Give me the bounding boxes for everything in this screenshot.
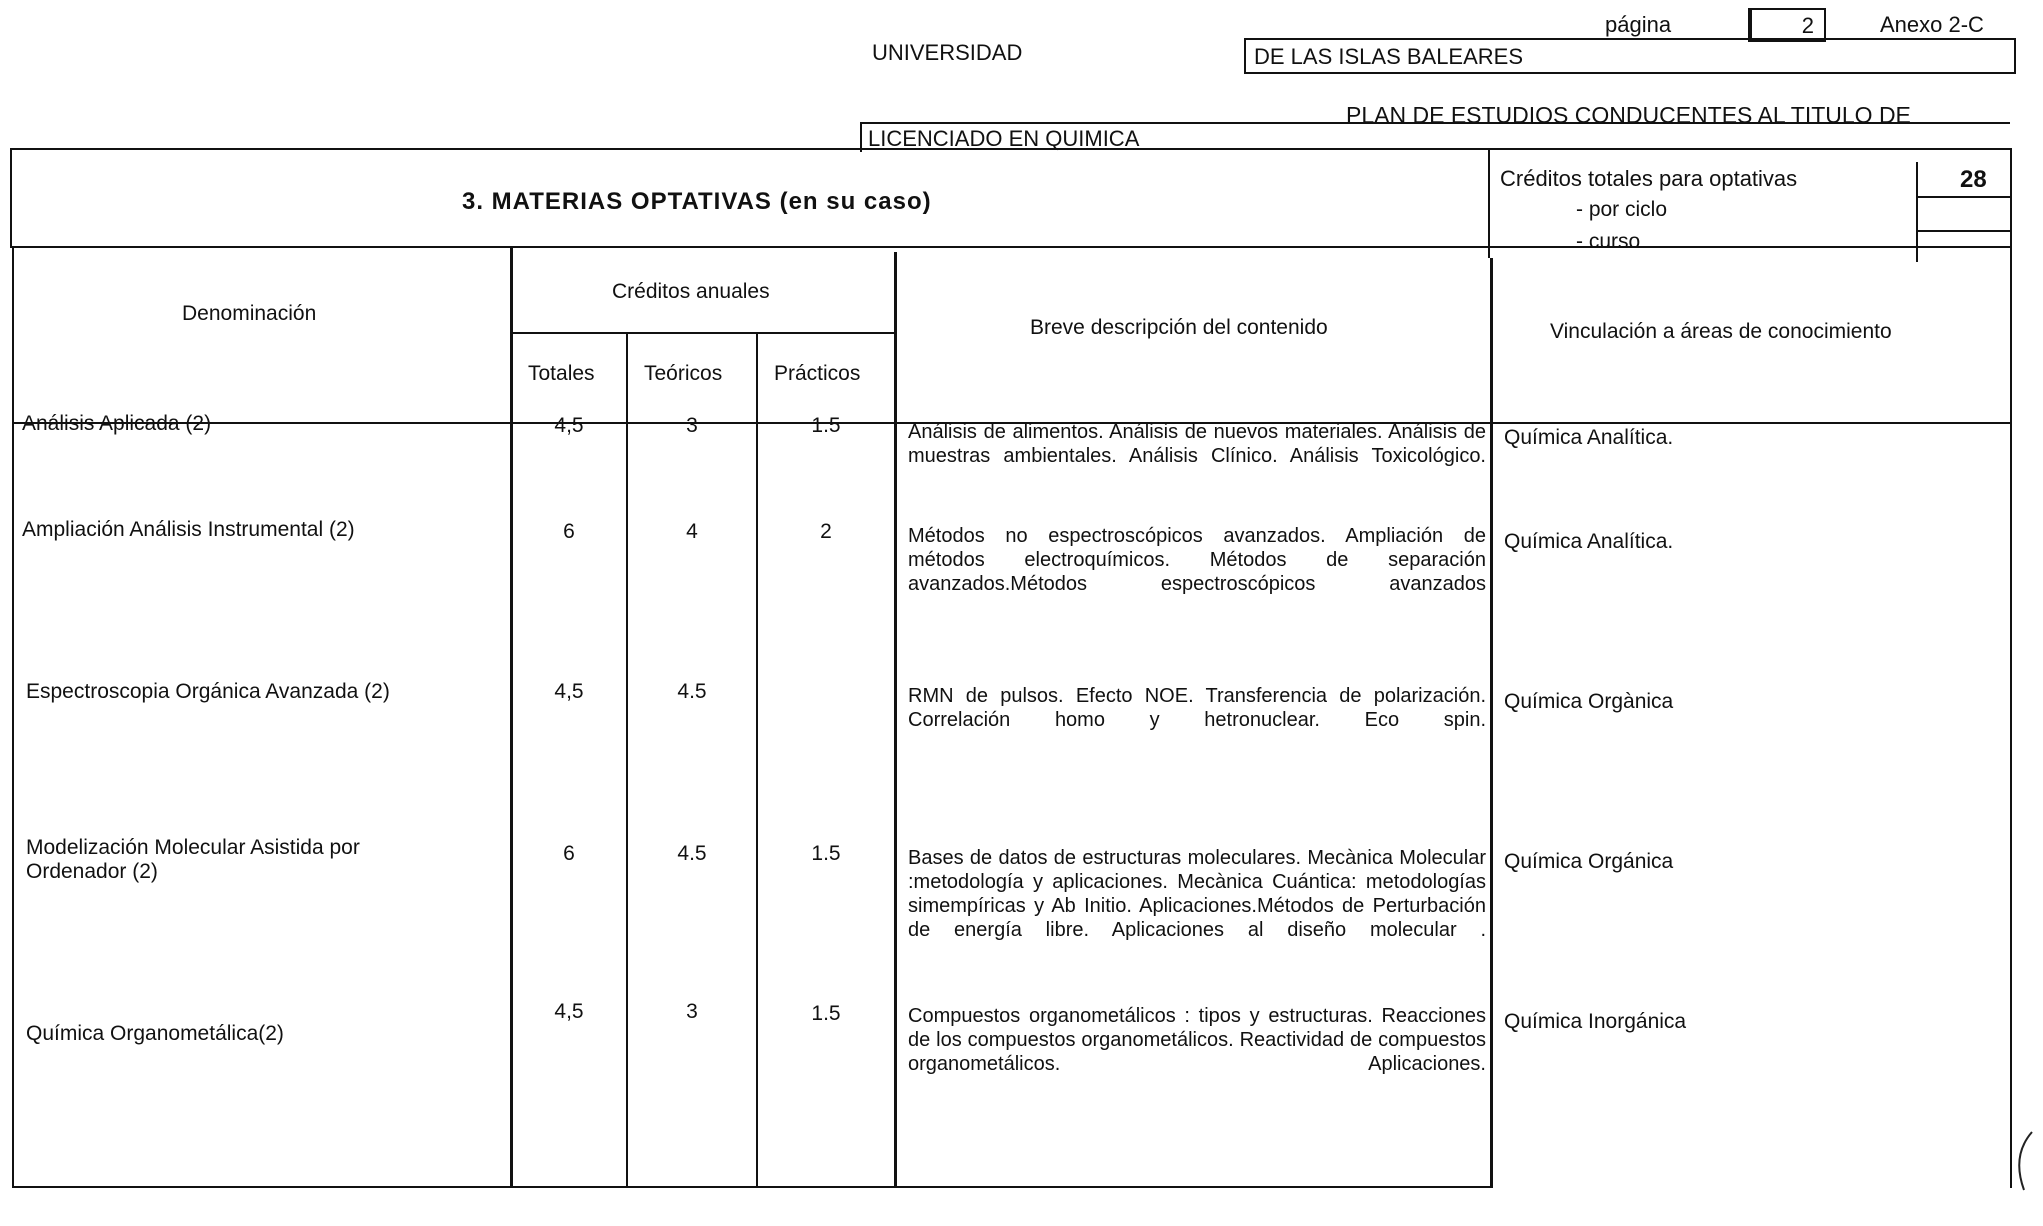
section-title: 3. MATERIAS OPTATIVAS (en su caso) (462, 188, 932, 215)
col-creditos-anuales: Créditos anuales (612, 280, 770, 303)
anexo-label: Anexo 2-C (1880, 12, 1984, 37)
row-3-teoricos: 4.5 (677, 680, 707, 703)
table-bottom-border (12, 1186, 1492, 1188)
col-practicos: Prácticos (774, 362, 861, 385)
row-1-teoricos: 3 (686, 414, 698, 437)
row-4-denominacion: Modelización Molecular Asistida por Ordenador (2) (26, 836, 360, 883)
row-3-descripcion: RMN de pulsos. Efecto NOE. Transferencia de polarización. Correlación homo y hetronuclear. Eco spin. (908, 685, 1486, 731)
curso-label: - curso (1576, 230, 1641, 253)
row-4-practicos: 1.5 (811, 842, 841, 865)
row-2-descripcion: Métodos no espectroscópicos avanzados. Ampliación de métodos electroquímicos. Métodos de separación avanzados.Métodos espectroscópicos avanzados (908, 525, 1486, 595)
section-divider (1488, 148, 1490, 258)
row-2-totales: 6 (563, 520, 575, 543)
col-line-1 (510, 248, 513, 1188)
col-line-2 (626, 334, 628, 1188)
row-4-totales: 6 (563, 842, 575, 865)
row-2-denominacion: Ampliación Análisis Instrumental (2) (22, 518, 355, 541)
plan-label: PLAN DE ESTUDIOS CONDUCENTES AL TITULO DE (1346, 102, 1911, 128)
row-3-totales: 4,5 (554, 680, 584, 703)
por-ciclo-label: - por ciclo (1576, 198, 1668, 221)
universidad-box (1244, 38, 2016, 74)
pagina-label: página (1605, 12, 1672, 37)
plan-value: LICENCIADO EN QUIMICA (868, 126, 1140, 151)
creditos-totales-label: Créditos totales para optativas (1500, 166, 1798, 191)
row-3-denominacion: Espectroscopia Orgánica Avanzada (2) (26, 680, 390, 703)
col-vinculacion: Vinculación a áreas de conocimiento (1550, 320, 1892, 343)
col-descripcion: Breve descripción del contenido (1030, 316, 1328, 339)
row-1-totales: 4,5 (554, 414, 584, 437)
row-1-vinculacion: Química Analítica. (1504, 426, 1674, 449)
row-1-practicos: 1.5 (811, 414, 841, 437)
row-3-vinculacion: Química Orgànica (1504, 690, 1674, 713)
col-totales: Totales (528, 362, 595, 385)
col-line-5 (1490, 258, 1493, 1188)
col-line-4 (894, 252, 897, 1188)
row-5-descripcion: Compuestos organometálicos : tipos y estructuras. Reacciones de los compuestos organometálicos. Reactividad de compuestos organometálicos. Aplicaciones. (908, 1005, 1486, 1075)
creditos-box-rule-1 (1916, 196, 2012, 198)
row-4-teoricos: 4.5 (677, 842, 707, 865)
col-teoricos: Teóricos (644, 362, 723, 385)
row-1-descripcion: Análisis de alimentos. Análisis de nuevos materiales. Análisis de muestras ambientales. Análisis Clínico. Análisis Toxicológico. (908, 421, 1486, 467)
row-4-descripcion: Bases de datos de estructuras moleculares. Mecànica Molecular :metodología y aplicaciones. Mecànica Cuántica: metodologías simempíricas y Ab Initio. Aplicaciones.Métodos de Perturbación de energía libre. Aplicaciones al diseño molecular . (908, 847, 1486, 941)
row-2-practicos: 2 (820, 520, 832, 543)
row-2-vinculacion: Química Analítica. (1504, 530, 1674, 553)
creditos-box-rule-2 (1916, 230, 2012, 232)
creditos-totales-value: 28 (1960, 166, 1987, 193)
row-5-vinculacion: Química Inorgánica (1504, 1010, 1687, 1033)
row-5-denominacion: Química Organometálica(2) (26, 1022, 284, 1045)
section-header-box (10, 148, 2012, 248)
plan-rule (860, 122, 2010, 124)
table-left-border (12, 248, 14, 1188)
creditos-box-left (1916, 162, 1918, 262)
col-denominacion: Denominación (182, 302, 317, 325)
row-4-vinculacion: Química Orgánica (1504, 850, 1674, 873)
pagina-value: 2 (1801, 13, 1814, 38)
row-2-teoricos: 4 (686, 520, 698, 543)
pagina-box (1748, 8, 1826, 42)
table-right-border (2010, 248, 2012, 1188)
universidad-value: DE LAS ISLAS BALEARES (1254, 44, 1524, 69)
row-5-teoricos: 3 (686, 1000, 698, 1023)
margin-mark (2010, 1128, 2040, 1198)
col-line-3 (756, 334, 758, 1188)
row-5-practicos: 1.5 (811, 1002, 841, 1025)
creditos-subheader-rule (512, 332, 894, 334)
row-1-denominacion: Análisis Aplicada (2) (22, 412, 212, 435)
row-5-totales: 4,5 (554, 1000, 584, 1023)
universidad-label: UNIVERSIDAD (872, 40, 1023, 65)
